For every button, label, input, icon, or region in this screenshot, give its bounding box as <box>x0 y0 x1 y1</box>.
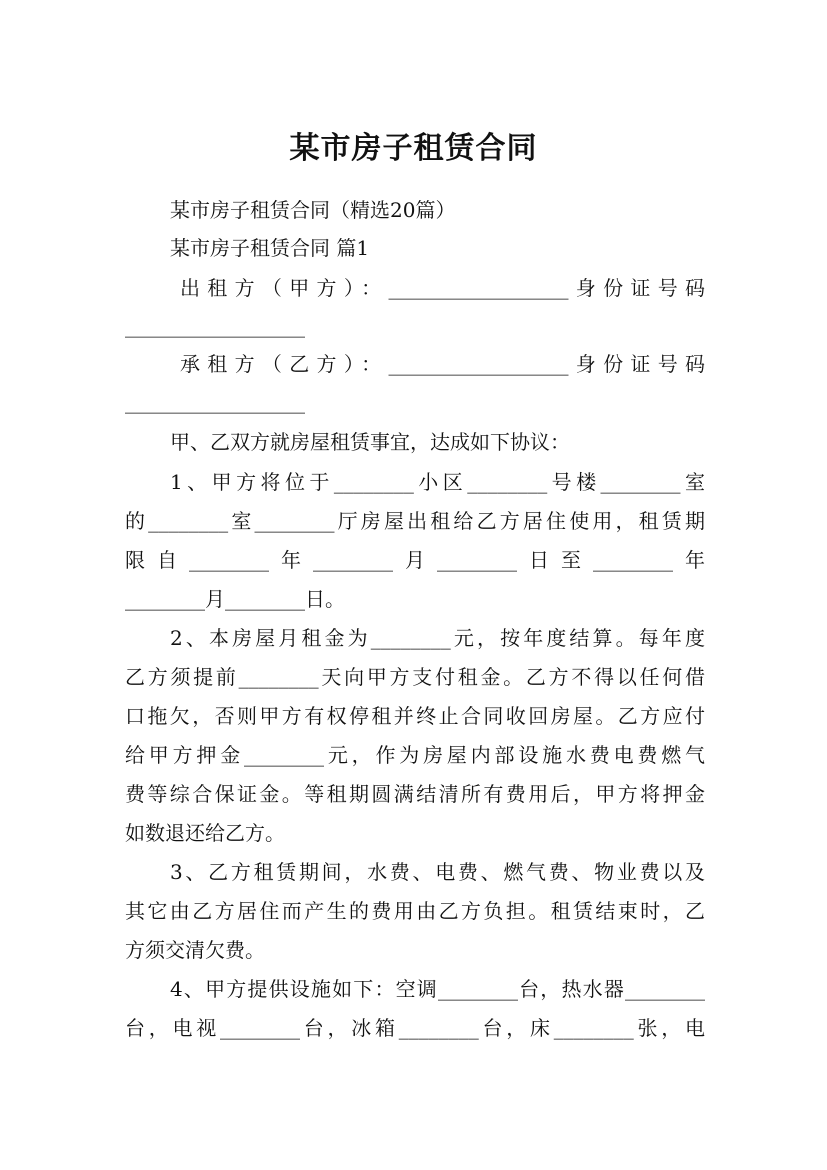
clause-2-line-6: 如数退还给乙方。 <box>125 821 285 845</box>
clause-1-line-1: 1、甲方将位于________小区________号楼________室 <box>170 470 705 494</box>
clause-2-line-5: 费等综合保证金。等租期圆满结清所有费用后，甲方将押金 <box>125 782 705 806</box>
clause-2-line-2: 乙方须提前________天向甲方支付租金。乙方不得以任何借 <box>125 665 705 689</box>
document-title: 某市房子租赁合同 <box>289 131 538 167</box>
clause-2-line-1: 2、本房屋月租金为________元，按年度结算。每年度 <box>170 626 705 650</box>
clause-3-line-3: 方须交清欠费。 <box>125 938 265 962</box>
clause-1-line-3: 限自________年________月________日至________年 <box>125 548 705 572</box>
clause-2-line-3: 口拖欠，否则甲方有权停租并终止合同收回房屋。乙方应付 <box>125 704 705 728</box>
clause-1-line-4: ________月________日。 <box>125 587 345 611</box>
clause-4-line-2: 台，电视________台，冰箱________台，床________张，电 <box>125 1016 705 1040</box>
clause-2-line-4: 给甲方押金________元，作为房屋内部设施水费电费燃气 <box>125 743 705 767</box>
lessor-line: 出租方（甲方）：__________________身份证号码 <box>180 276 705 300</box>
section-heading: 某市房子租赁合同 篇1 <box>170 236 370 260</box>
lessee-id-blank: __________________ <box>125 390 305 414</box>
agreement-intro: 甲、乙双方就房屋租赁事宜，达成如下协议： <box>170 430 570 454</box>
clause-3-line-1: 3、乙方租赁期间，水费、电费、燃气费、物业费以及 <box>170 860 705 884</box>
clause-1-line-2: 的________室________厅房屋出租给乙方居住使用，租赁期 <box>125 509 705 533</box>
clause-3-line-2: 其它由乙方居住而产生的费用由乙方负担。租赁结束时，乙 <box>125 899 705 923</box>
subtitle-line: 某市房子租赁合同（精选20篇） <box>170 198 456 222</box>
clause-4-line-1: 4、甲方提供设施如下：空调________台，热水器________ <box>170 977 705 1001</box>
lessee-line: 承租方（乙方）：__________________身份证号码 <box>180 352 705 376</box>
lessor-id-blank: __________________ <box>125 314 305 338</box>
